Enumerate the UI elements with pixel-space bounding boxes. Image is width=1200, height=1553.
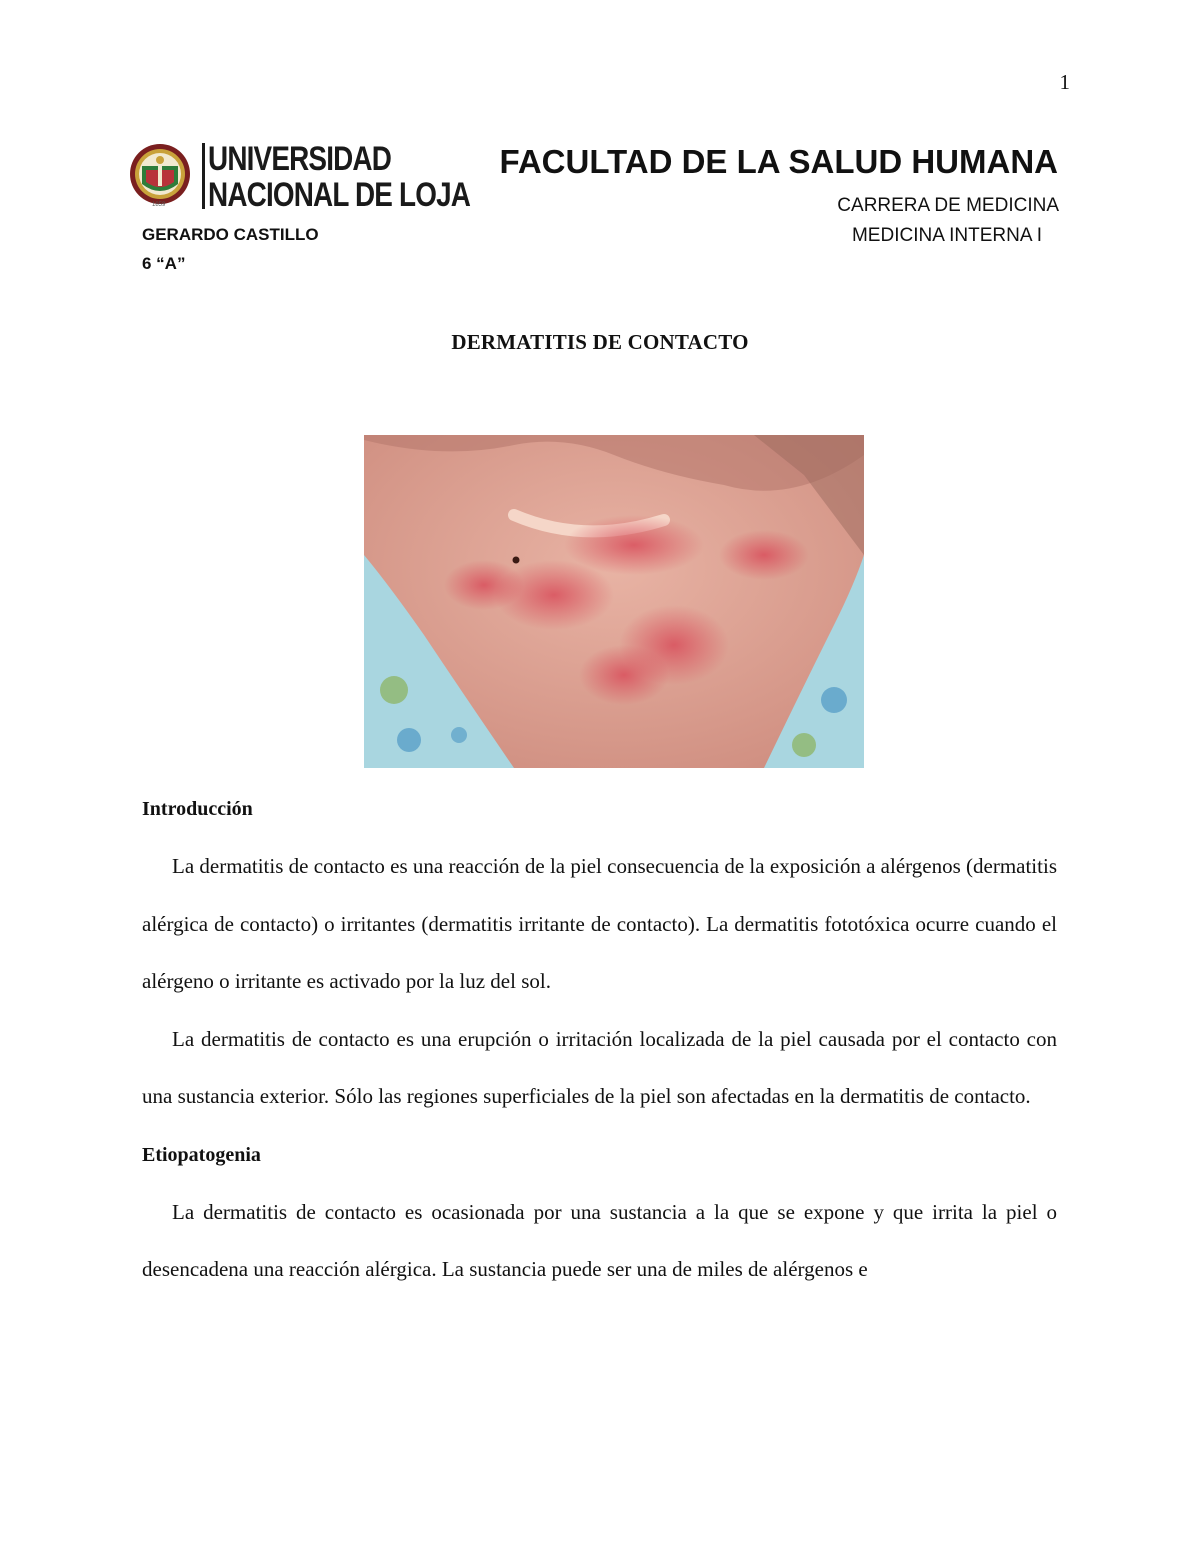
section-heading: Introducción (142, 798, 253, 820)
career-name: CARRERA DE MEDICINA (837, 195, 1059, 216)
student-group: 6 “A” (142, 254, 186, 273)
document-title: DERMATITIS DE CONTACTO (451, 330, 749, 354)
faculty-title: FACULTAD DE LA SALUD HUMANA (499, 143, 1058, 180)
paragraph: La dermatitis de contacto es ocasionada por una sustancia a la que se expone y que irrita la piel o desencadena una reacción alérgica. La sustancia puede ser una de miles de alérgenos e (142, 1199, 1057, 1281)
paragraph: La dermatitis de contacto es una erupción o irritación localizada de la piel causada por el contacto con una sustancia exterior. Sólo las regiones superficiales de la piel son afectadas en la dermatitis de contacto. (142, 1026, 1057, 1108)
paragraph: La dermatitis de contacto es una reacción de la piel consecuencia de la exposición a alérgenos (dermatitis alérgica de contacto) o irritantes (dermatitis irritante de contacto). La dermatitis fototóxica ocurre cuando el alérgeno o irritante es activado por la luz del sol. (142, 854, 1057, 993)
document-body (142, 780, 1057, 1299)
page-number: 1 (1059, 70, 1070, 94)
subject-name: MEDICINA INTERNA I (851, 225, 1042, 246)
logo-divider (202, 143, 205, 209)
university-name-line2: NACIONAL DE LOJA (208, 176, 471, 214)
university-name-line1: UNIVERSIDAD (208, 140, 392, 178)
section-heading: Etiopatogenia (142, 1143, 261, 1166)
dermatitis-photo (364, 435, 864, 768)
student-name: GERARDO CASTILLO (142, 225, 319, 244)
university-logo (128, 140, 471, 218)
seal-year: 1859 (152, 202, 166, 208)
